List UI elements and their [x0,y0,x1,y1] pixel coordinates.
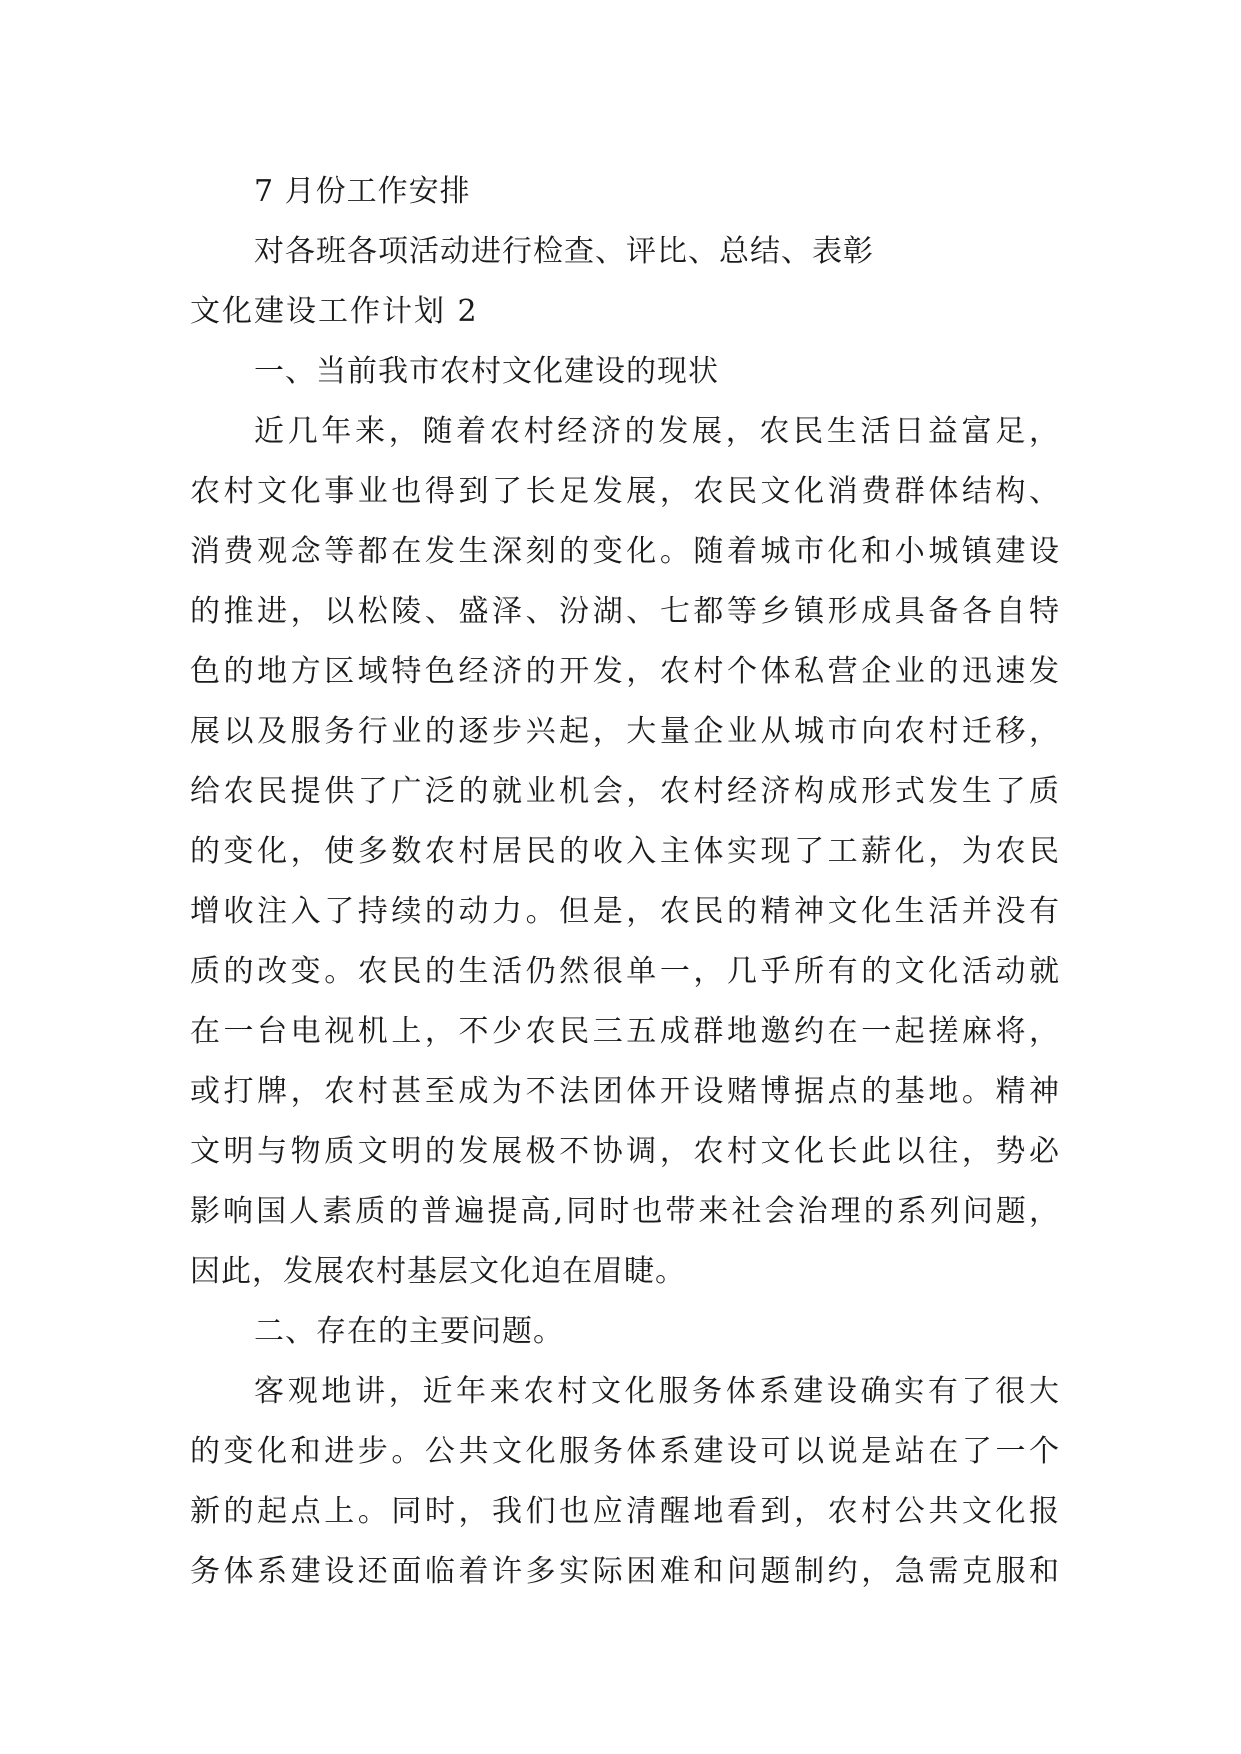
paragraph-line: 的推进，以松陵、盛泽、汾湖、七都等乡镇形成具备各自特 [190,594,1060,629]
paragraph-line: 影响国人素质的普遍提高,同时也带来社会治理的系列问题， [190,1194,1060,1229]
paragraph-line: 7 月份工作安排 [254,174,471,209]
paragraph-line: 给农民提供了广泛的就业机会，农村经济构成形式发生了质 [190,774,1060,809]
paragraph-line: 消费观念等都在发生深刻的变化。随着城市化和小城镇建设 [190,534,1060,569]
paragraph-line: 色的地方区域特色经济的开发，农村个体私营企业的迅速发 [190,654,1060,689]
paragraph-line: 质的改变。农民的生活仍然很单一，几乎所有的文化活动就 [190,954,1060,989]
section-heading: 文化建设工作计划 2 [190,294,479,329]
paragraph-line: 在一台电视机上，不少农民三五成群地邀约在一起搓麻将， [190,1014,1060,1049]
paragraph-line: 增收注入了持续的动力。但是，农民的精神文化生活并没有 [190,894,1060,929]
paragraph-line: 或打牌，农村甚至成为不法团体开设赌博据点的基地。精神 [190,1074,1060,1109]
paragraph-line: 因此，发展农村基层文化迫在眉睫。 [190,1254,686,1289]
paragraph-line: 展以及服务行业的逐步兴起，大量企业从城市向农村迁移， [190,714,1060,749]
paragraph-line: 近几年来，随着农村经济的发展，农民生活日益富足， [254,414,1060,449]
paragraph-line: 文明与物质文明的发展极不协调，农村文化长此以往，势必 [190,1134,1060,1169]
paragraph-line: 务体系建设还面临着许多实际困难和问题制约，急需克服和 [190,1554,1060,1589]
paragraph-line: 的变化，使多数农村居民的收入主体实现了工薪化，为农民 [190,834,1060,869]
paragraph-line: 的变化和进步。公共文化服务体系建设可以说是站在了一个 [190,1434,1060,1469]
paragraph-line: 客观地讲，近年来农村文化服务体系建设确实有了很大 [254,1374,1060,1409]
subheading: 一、当前我市农村文化建设的现状 [254,354,719,389]
paragraph-line: 新的起点上。同时，我们也应清醒地看到，农村公共文化报 [190,1494,1060,1529]
paragraph-line: 对各班各项活动进行检查、评比、总结、表彰 [254,234,874,269]
document-body [190,162,1060,1602]
paragraph-line: 农村文化事业也得到了长足发展，农民文化消费群体结构、 [190,474,1060,509]
subheading: 二、存在的主要问题。 [254,1314,564,1349]
